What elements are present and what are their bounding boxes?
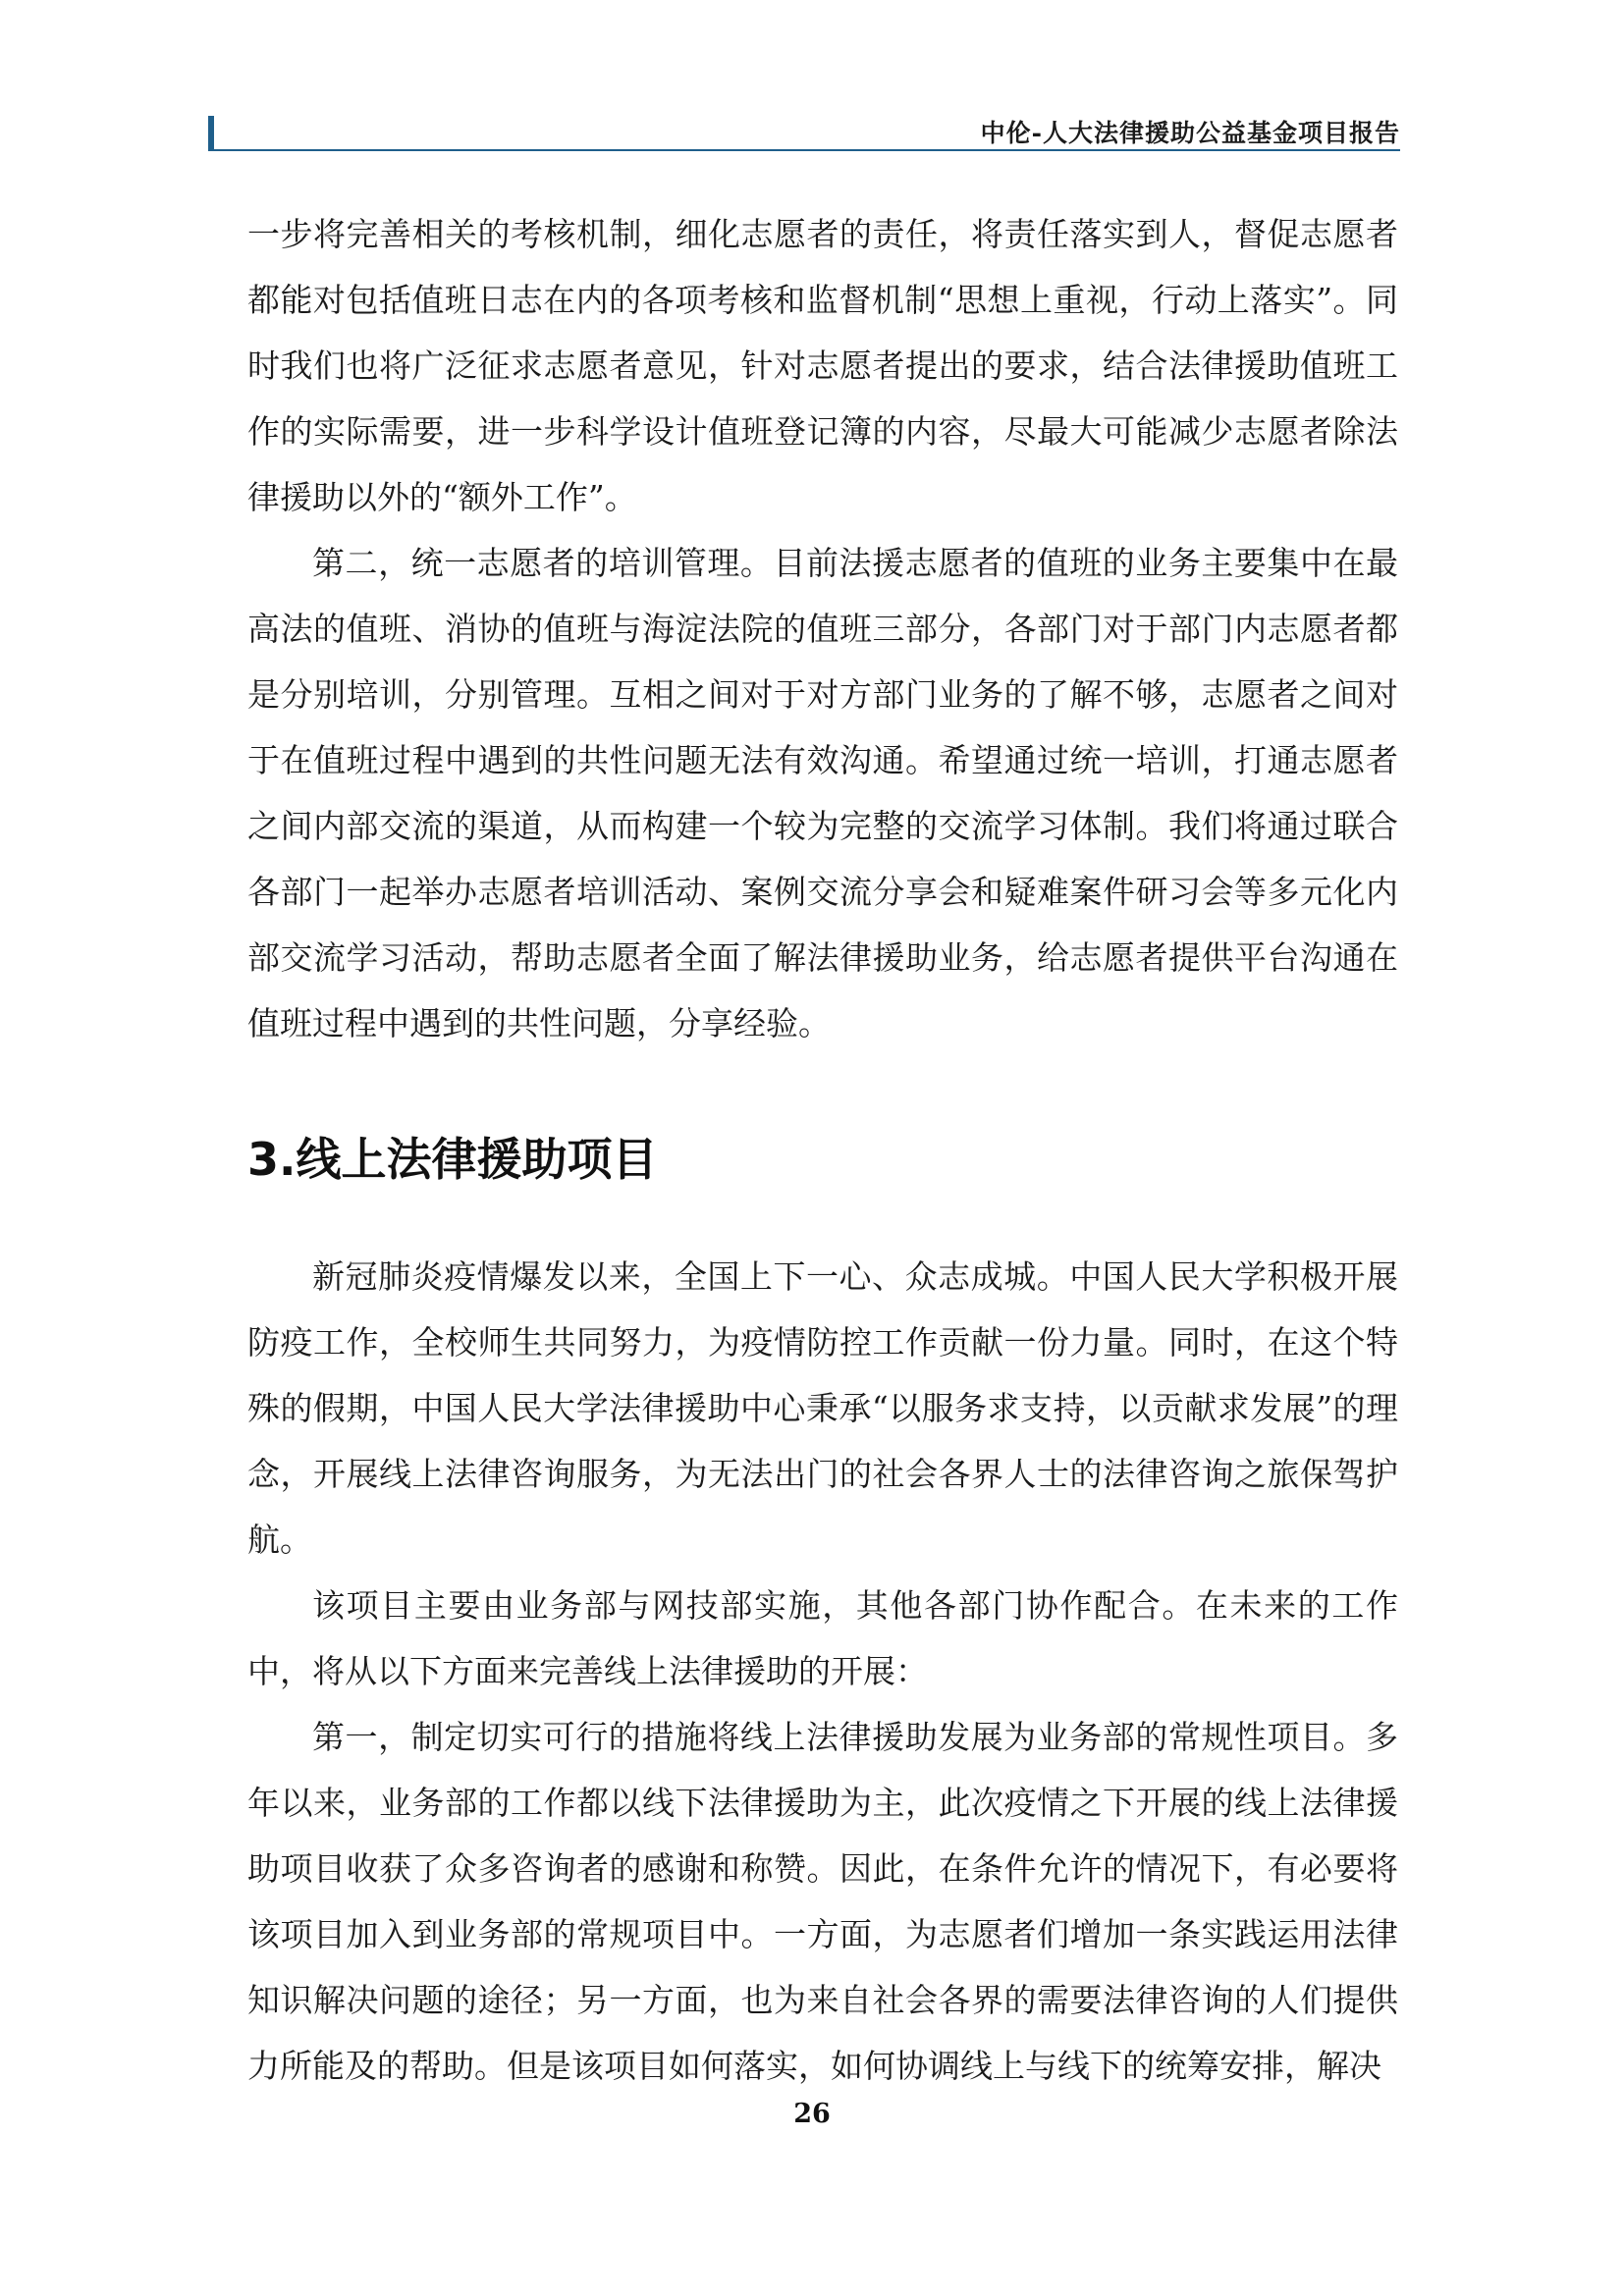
paragraph: 一步将完善相关的考核机制，细化志愿者的责任，将责任落实到人，督促志愿者都能对包括值班日志在内的各项考核和监督机制“思想上重视，行动上落实”。同时我们也将广泛征求志愿者意见，针对志愿者提出的要求，结合法律援助值班工作的实际需要，进一步科学设计值班登记簿的内容，尽最大可能减少志愿者除法律援助以外的“额外工作”。 xyxy=(247,215,1398,516)
paragraph: 新冠肺炎疫情爆发以来，全国上下一心、众志成城。中国人民大学积极开展防疫工作，全校师生共同努力，为疫情防控工作贡献一份力量。同时，在这个特殊的假期，中国人民大学法律援助中心秉承“以服务求支持，以贡献求发展”的理念，开展线上法律咨询服务，为无法出门的社会各界人士的法律咨询之旅保驾护航。 xyxy=(247,1257,1398,1559)
section-heading: 3.线上法律援助项目 xyxy=(247,1133,658,1186)
body-block-1 xyxy=(247,201,1398,1056)
paragraph: 该项目主要由业务部与网技部实施，其他各部门协作配合。在未来的工作中，将从以下方面来完善线上法律援助的开展： xyxy=(247,1586,1398,1690)
header-accent-bar xyxy=(208,116,214,149)
header-divider xyxy=(208,149,1400,151)
paragraph: 第二，统一志愿者的培训管理。目前法援志愿者的值班的业务主要集中在最高法的值班、消协的值班与海淀法院的值班三部分，各部门对于部门内志愿者都是分别培训，分别管理。互相之间对于对方部门业务的了解不够，志愿者之间对于在值班过程中遇到的共性问题无法有效沟通。希望通过统一培训，打通志愿者之间内部交流的渠道，从而构建一个较为完整的交流学习体制。我们将通过联合各部门一起举办志愿者培训活动、案例交流分享会和疑难案件研习会等多元化内部交流学习活动，帮助志愿者全面了解法律援助业务，给志愿者提供平台沟通在值班过程中遇到的共性问题，分享经验。 xyxy=(247,544,1398,1042)
paragraph: 第一，制定切实可行的措施将线上法律援助发展为业务部的常规性项目。多年以来，业务部的工作都以线下法律援助为主，此次疫情之下开展的线上法律援助项目收获了众多咨询者的感谢和称赞。因此，在条件允许的情况下，有必要将该项目加入到业务部的常规项目中。一方面，为志愿者们增加一条实践运用法律知识解决问题的途径；另一方面，也为来自社会各界的需要法律咨询的人们提供力所能及的帮助。但是该项目如何落实，如何协调线上与线下的统筹安排，解决 xyxy=(247,1718,1398,2085)
running-header-title: 中伦-人大法律援助公益基金项目报告 xyxy=(980,119,1400,147)
page-number: 26 xyxy=(793,2099,831,2129)
body-block-2 xyxy=(247,1244,1398,2099)
